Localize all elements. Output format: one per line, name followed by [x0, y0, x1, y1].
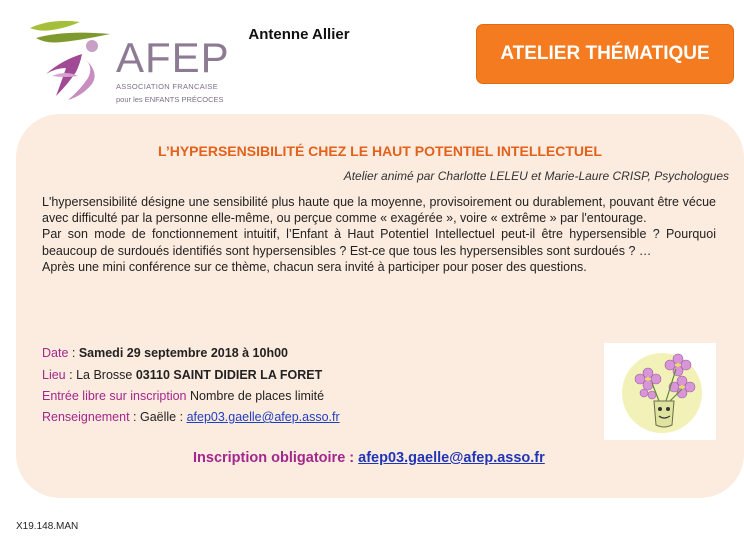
afep-logo [20, 16, 230, 109]
flower-pot-illustration [604, 343, 716, 440]
logo-subtitle-line2: pour les ENFANTS PRÉCOCES [116, 95, 224, 104]
entree-line [42, 389, 324, 403]
inscription-line [193, 450, 545, 466]
date-value: Samedi 29 septembre 2018 à 10h00 [78, 346, 288, 360]
flower-pot-icon [604, 343, 716, 440]
renseignement-sep: : [129, 410, 140, 424]
inscription-email-link[interactable]: afep03.gaelle@afep.asso.fr [358, 450, 545, 466]
description-paragraph-2: Par son mode de fonctionnement intuitif, l’Enfant à Haut Potentiel Intellectuel peut-il être hypersensible ? Pourquoi beaucoup de surdoués identifiés sont hypersensibles ? Est-ce que tous les hypersensibles sont surdoués ? … [42, 227, 716, 258]
date-line [42, 346, 288, 360]
date-sep: : [68, 346, 79, 360]
renseignement-line [42, 410, 340, 424]
renseignement-label: Renseignement [42, 410, 130, 424]
lieu-sep: : [65, 368, 77, 382]
logo-subtitle-line1: ASSOCIATION FRANCAISE [116, 82, 219, 91]
lieu-place: La Brosse [76, 368, 133, 382]
lieu-line [42, 368, 322, 382]
entree-value: Nombre de places limité [190, 389, 325, 403]
description-paragraph-3: Après une mini conférence sur ce thème, chacun sera invité à participer pour poser des questions. [42, 259, 587, 274]
entree-label: Entrée libre sur inscription [42, 389, 187, 403]
atelier-thematique-banner: ATELIER THÉMATIQUE [476, 24, 734, 84]
footer-code: X19.148.MAN [16, 521, 79, 532]
event-subtitle: Atelier animé par Charlotte LELEU et Marie-Laure CRISP, Psychologues [343, 169, 729, 183]
description-paragraph-1: L'hypersensibilité désigne une sensibilité plus haute que la moyenne, provisoirement ou durablement, pouvant être vécue avec difficulté par la personne elle-même, ou perçue comme « exagérée », voire « extrême » par l'entourage. [42, 195, 716, 226]
event-description [42, 194, 716, 275]
inscription-label: Inscription obligatoire : [193, 450, 355, 466]
event-title: L’HYPERSENSIBILITÉ CHEZ LE HAUT POTENTIEL INTELLECTUEL [158, 143, 602, 159]
renseignement-name: Gaëlle : [139, 410, 184, 424]
lieu-label: Lieu [42, 368, 66, 382]
date-label: Date [42, 346, 69, 360]
afep-figure-icon [22, 16, 117, 109]
antenne-label: Antenne Allier [230, 18, 368, 51]
renseignement-email-link[interactable]: afep03.gaelle@afep.asso.fr [186, 410, 340, 424]
logo-wordmark: AFEP [116, 34, 230, 81]
lieu-city: 03110 SAINT DIDIER LA FORET [135, 368, 323, 382]
